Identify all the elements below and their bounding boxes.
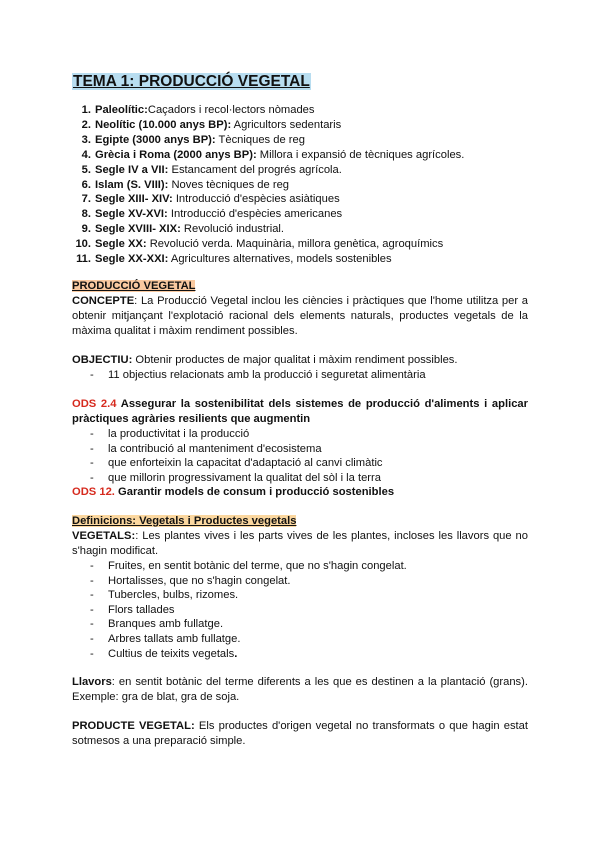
ods12-paragraph: ODS 12. Garantir models de consum i producció sostenibles bbox=[72, 486, 395, 499]
list-item: - que millorin progressivament la qualitat del sòl i la terra bbox=[72, 471, 528, 486]
list-item: 7. Segle XIII- XIV: Introducció d'espècies asiàtiques bbox=[81, 193, 340, 206]
page-title: TEMA 1: PRODUCCIÓ VEGETAL bbox=[73, 73, 310, 90]
section-heading: PRODUCCIÓ VEGETAL bbox=[72, 280, 196, 292]
list-item: - la productivitat i la producció bbox=[72, 427, 528, 442]
llavors-paragraph: Llavors: en sentit botànic del terme diferents a les que es destinen a la plantació (grans). Exemple: gra de blat, gra de soja. bbox=[72, 676, 528, 703]
ods-section bbox=[72, 397, 528, 500]
list-item: - Flors tallades bbox=[72, 603, 528, 618]
list-item: 10. Segle XX: Revolució verda. Maquinària, millora genètica, agroquímics bbox=[75, 238, 444, 251]
list-item: 2. Neolític (10.000 anys BP): Agricultors sedentaris bbox=[81, 118, 342, 131]
ods24-list bbox=[72, 427, 528, 485]
objectiu-list bbox=[72, 368, 528, 383]
definicions-section bbox=[72, 514, 528, 661]
list-item: - Fruites, en sentit botànic del terme, que no s'hagin congelat. bbox=[72, 559, 528, 574]
section-heading: Definicions: Vegetals i Productes vegetals bbox=[72, 515, 297, 527]
list-item: 9. Segle XVIII- XIX: Revolució industrial. bbox=[81, 223, 285, 236]
list-item: - que enforteixin la capacitat d'adaptació al canvi climàtic bbox=[72, 456, 528, 471]
objectiu-section bbox=[72, 353, 528, 383]
objectiu-paragraph: OBJECTIU: Obtenir productes de major qualitat i màxim rendiment possibles. bbox=[72, 354, 458, 366]
list-item: - Arbres tallats amb fullatge. bbox=[72, 632, 528, 647]
list-item: 3. Egipte (3000 anys BP): Tècniques de reg bbox=[81, 133, 305, 146]
list-item: - 11 objectius relacionats amb la producció i seguretat alimentària bbox=[72, 368, 528, 383]
list-item: 8. Segle XV-XVI: Introducció d'espècies americanes bbox=[81, 208, 343, 221]
ods24-paragraph: ODS 2.4 Assegurar la sostenibilitat dels sistemes de producció d'aliments i aplicar pràctiques agràries resilients que augmentin bbox=[72, 398, 529, 425]
list-item: - la contribució al manteniment d'ecosistema bbox=[72, 442, 528, 457]
vegetals-paragraph: VEGETALS:: Les plantes vives i les parts vives de les plantes, incloses les llavors que no s'hagin modificat. bbox=[72, 530, 528, 557]
timeline-list bbox=[72, 103, 512, 267]
list-item: - Branques amb fullatge. bbox=[72, 617, 528, 632]
producte-paragraph: PRODUCTE VEGETAL: Els productes d'origen vegetal no transformats o que hagin estat sotmesos a una preparació simple. bbox=[72, 720, 528, 747]
list-item: - Tubercles, bulbs, rizomes. bbox=[72, 588, 528, 603]
list-item: 11. Segle XX-XXI: Agricultures alternatives, models sostenibles bbox=[76, 253, 392, 266]
list-item: - Cultius de teixits vegetals. bbox=[72, 647, 528, 662]
produccio-section bbox=[72, 279, 528, 339]
concepte-paragraph: CONCEPTE: La Producció Vegetal inclou les ciències i pràctiques que l'home utilitza per a obtenir mitjançant l'explotació racional dels elements naturals, productes vegetals de la màxima qualitat i màxim rendiment possibles. bbox=[72, 295, 528, 337]
list-item: 1. Paleolític:Caçadors i recol·lectors nòmades bbox=[81, 104, 315, 116]
list-item: 5. Segle IV a VII: Estancament del progrés agrícola. bbox=[81, 163, 342, 176]
vegetals-list bbox=[72, 559, 528, 661]
list-item: - Hortalisses, que no s'hagin congelat. bbox=[72, 574, 528, 589]
list-item: 4. Grècia i Roma (2000 anys BP): Millora i expansió de tècniques agrícoles. bbox=[81, 148, 465, 161]
list-item: 6. Islam (S. VIII): Noves tècniques de reg bbox=[81, 178, 290, 191]
